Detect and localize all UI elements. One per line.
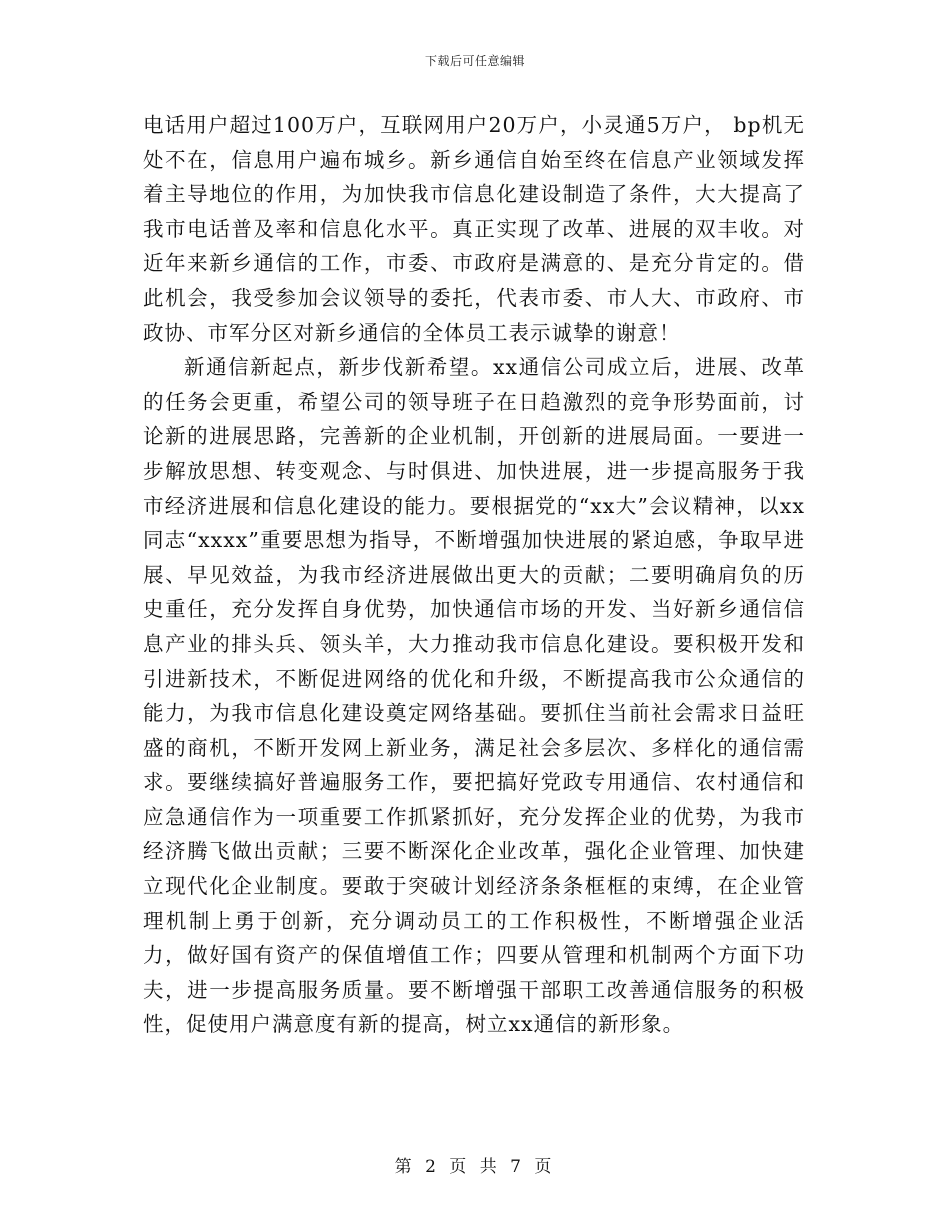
paragraph-2: 新通信新起点，新步伐新希望。xx通信公司成立后，进展、改革的任务会更重，希望公司的领导班子在日趋激烈的竞争形势面前，讨论新的进展思路，完善新的企业机制，开创新的进展局面。一要进一步解放思想、转变观念、与时俱进、加快进展，进一步提高服务于我市经济进展和信息化建设的能力。要根据党的“xx大”会议精神，以xx同志“xxxx”重要思想为指导，不断增强加快进展的紧迫感，争取早进展、早见效益，为我市经济进展做出更大的贡献；二要明确肩负的历史重任，充分发挥自身优势，加快通信市场的开发、当好新乡通信信息产业的排头兵、领头羊，大力推动我市信息化建设。要积极开发和引进新技术，不断促进网络的优化和升级，不断提高我市公众通信的能力，为我市信息化建设奠定网络基础。要抓住当前社会需求日益旺盛的商机，不断开发网上新业务，满足社会多层次、多样化的通信需求。要继续搞好普遍服务工作，要把搞好党政专用通信、农村通信和应急通信作为一项重要工作抓紧抓好，充分发挥企业的优势，为我市经济腾飞做出贡献；三要不断深化企业改革，强化企业管理、加快建立现代化企业制度。要敢于突破计划经济条条框框的束缚，在企业管理机制上勇于创新，充分调动员工的工作积极性，不断增强企业活力，做好国有资产的保值增值工作；四要从管理和机制两个方面下功夫，进一步提高服务质量。要不断增强干部职工改善通信服务的积极性，促使用户满意度有新的提高，树立xx通信的新形象。 bbox=[143, 355, 805, 1037]
header-note: 下载后可任意编辑 bbox=[424, 54, 525, 68]
page-number-footer: 第 2 页 共 7 页 bbox=[394, 1157, 556, 1177]
body-text bbox=[143, 108, 805, 1042]
paragraph-1: 电话用户超过100万户，互联网用户20万户，小灵通5万户， bp机无处不在，信息用户遍布城乡。新乡通信自始至终在信息产业领域发挥着主导地位的作用，为加快我市信息化建设制造了条件，大大提高了我市电话普及率和信息化水平。真正实现了改革、进展的双丰收。对近年来新乡通信的工作，市委、市政府是满意的、是充分肯定的。借此机会，我受参加会议领导的委托，代表市委、市人大、市政府、市政协、市军分区对新乡通信的全体员工表示诚挚的谢意！ bbox=[143, 113, 805, 345]
